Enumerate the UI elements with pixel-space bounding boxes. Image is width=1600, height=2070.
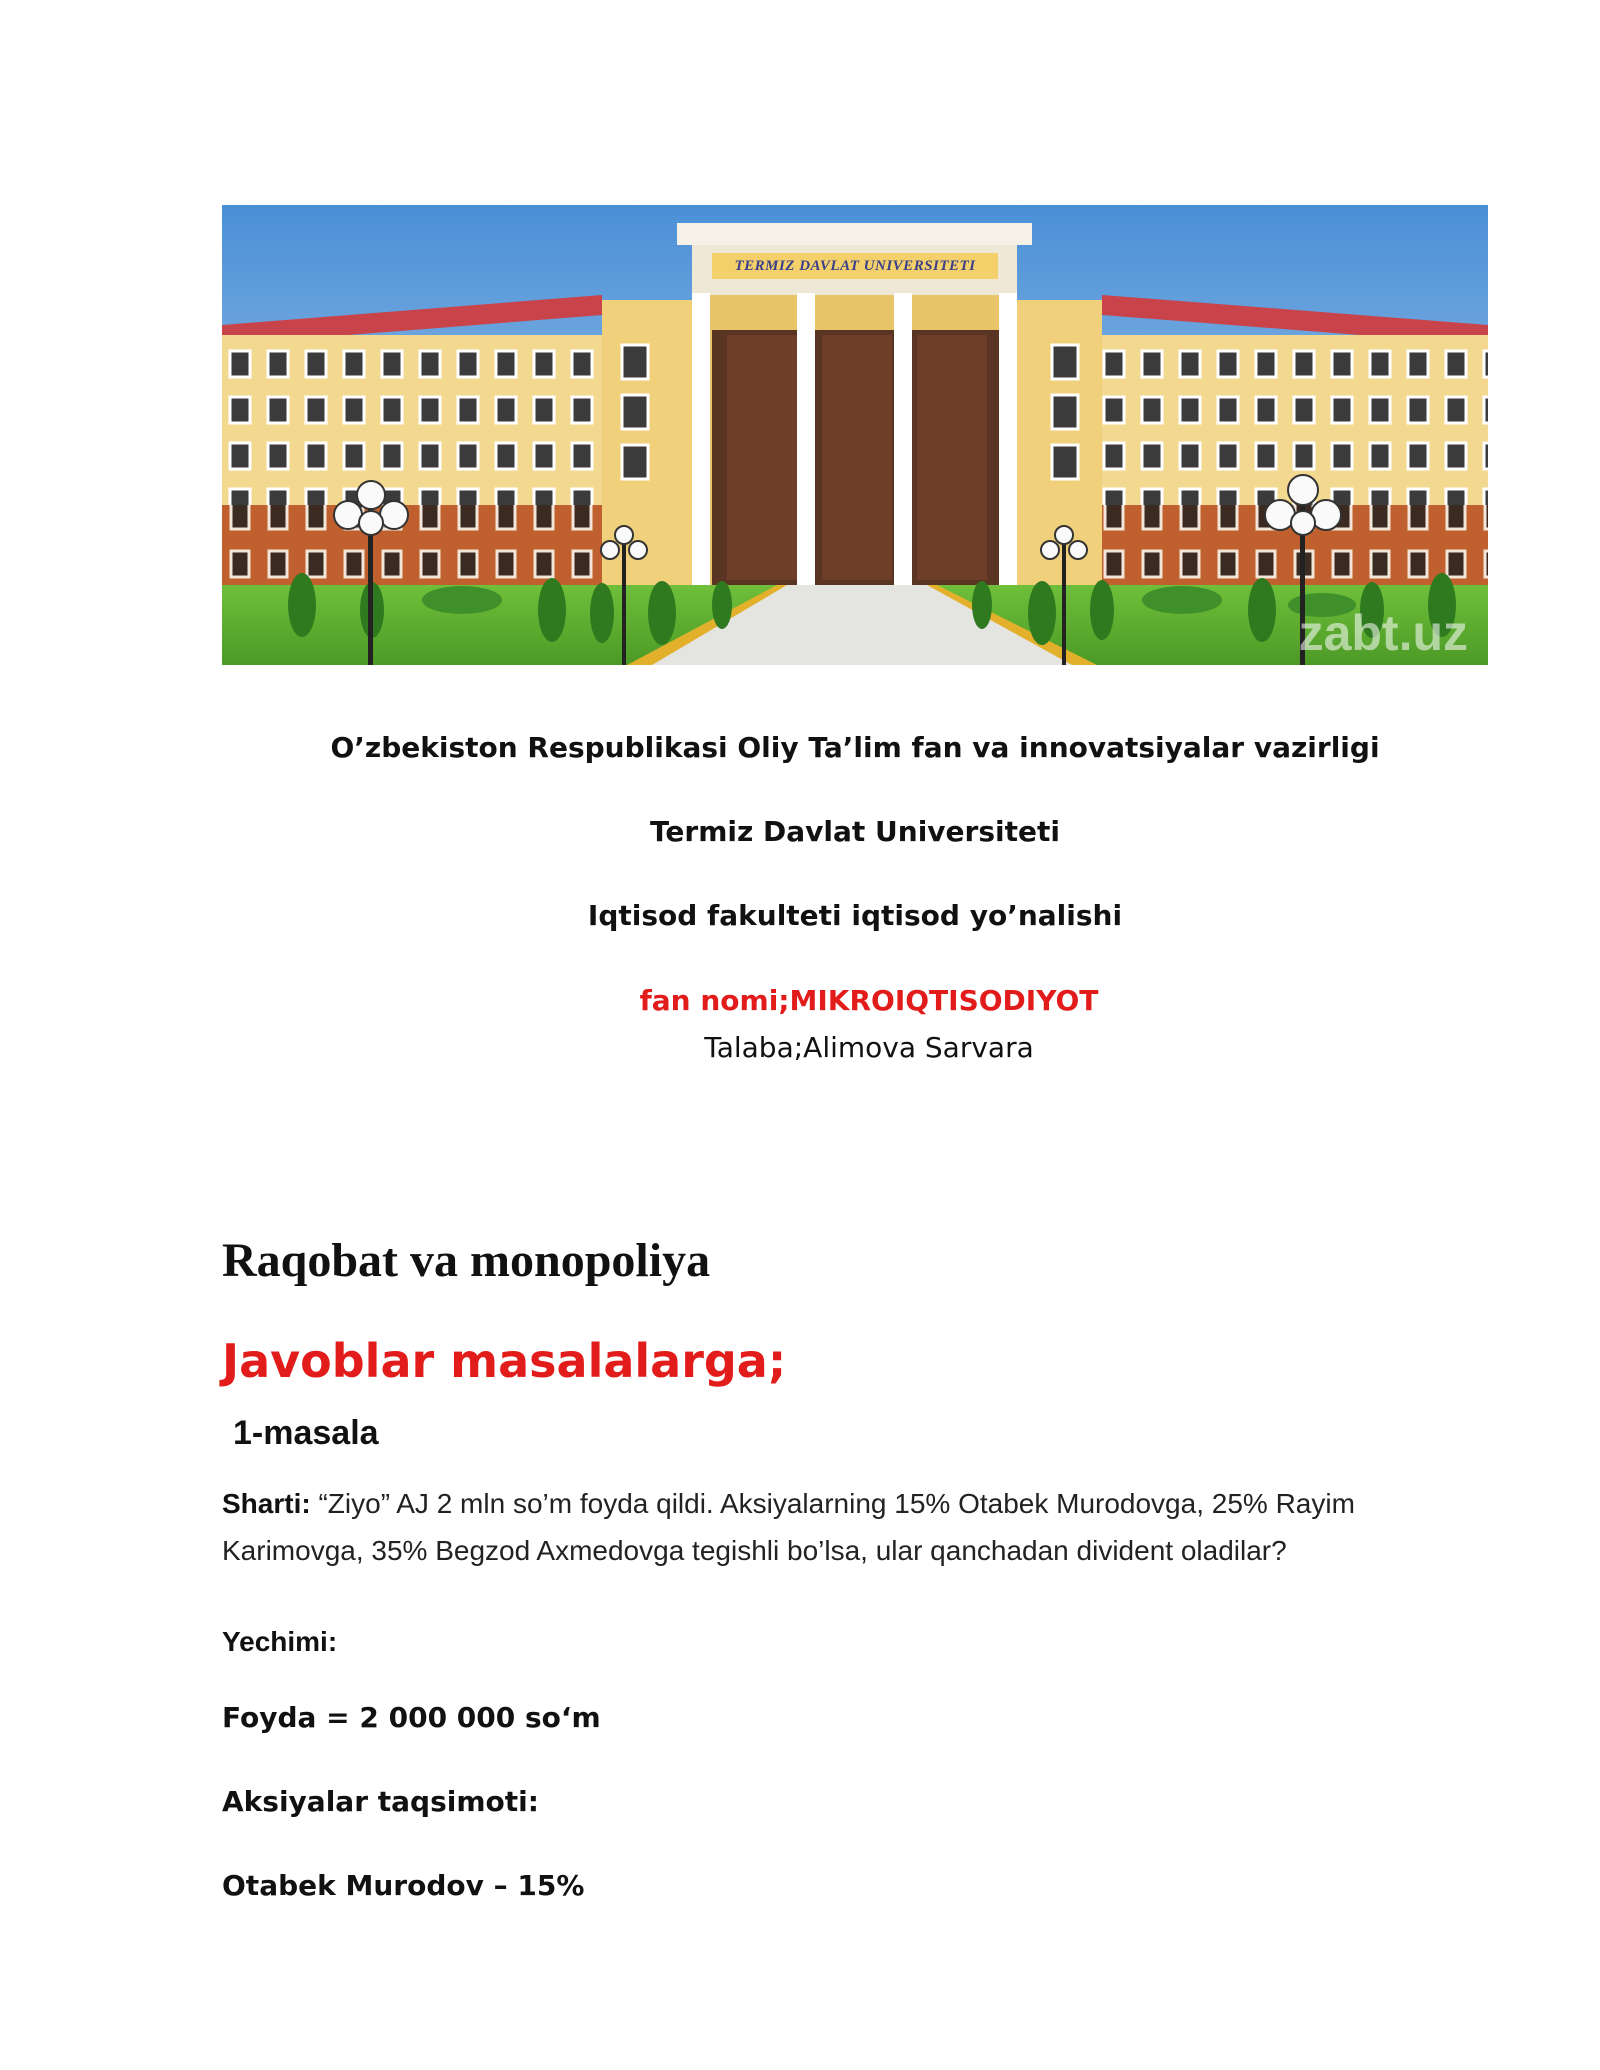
shareholder-line: Otabek Murodov – 15% (222, 1869, 585, 1902)
faculty-name: Iqtisod fakulteti iqtisod yo’nalishi (587, 899, 1123, 932)
university-name: Termiz Davlat Universiteti (650, 815, 1060, 848)
university-building-photo (222, 205, 1488, 665)
condition-label: Sharti: (222, 1488, 311, 1519)
solution-label: Yechimi: (222, 1626, 338, 1657)
answers-heading: Javoblar masalalarga; (222, 1334, 787, 1388)
subject-name: fan nomi;MIKROIQTISODIYOT (639, 984, 1099, 1017)
photo-watermark: zabt.uz (1298, 605, 1468, 661)
building-sign-text: TERMIZ DAVLAT UNIVERSITETI (734, 258, 976, 274)
student-name: Talaba;Alimova Sarvara (704, 1031, 1034, 1064)
profit-line: Foyda = 2 000 000 so‘m (222, 1701, 601, 1734)
condition-text: “Ziyo” AJ 2 mln so’m foyda qildi. Aksiyalarning 15% Otabek Murodovga, 25% Rayim Karimovga, 35% Begzod Axmedovga tegishli bo’lsa, ular qanchadan divident oladilar? (222, 1488, 1355, 1566)
distribution-label: Aksiyalar taqsimoti: (222, 1785, 539, 1818)
problem-condition (222, 1480, 1422, 1574)
problem-number: 1-masala (233, 1414, 379, 1452)
topic-heading: Raqobat va monopoliya (222, 1234, 711, 1287)
ministry-title: O’zbekiston Respublikasi Oliy Ta’lim fan va innovatsiyalar vazirligi (330, 731, 1380, 764)
